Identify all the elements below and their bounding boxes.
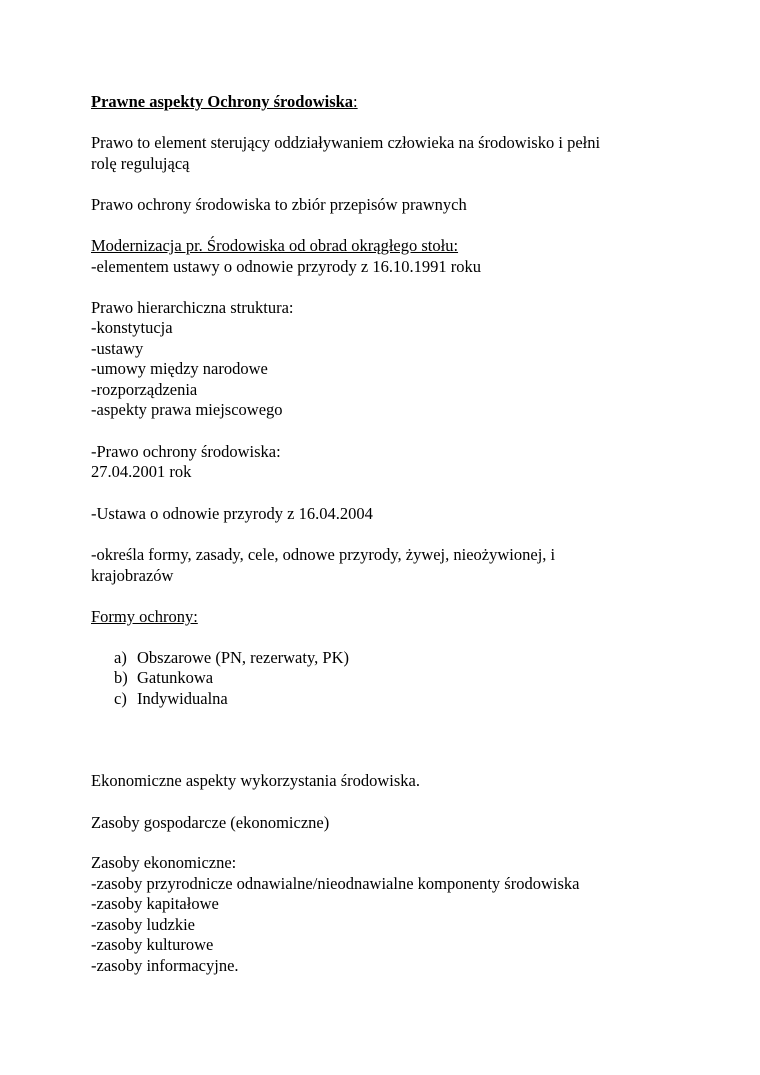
list-item: Gatunkowa [137,668,214,687]
defines-line-2: krajobrazów [91,566,174,585]
modernization-line: -elementem ustawy o odnowie przyrody z 16.10.1991 roku [91,257,481,276]
econ-resources-heading: Zasoby ekonomiczne: [91,853,237,872]
list-marker: b) [114,668,128,687]
list-item: -konstytucja [91,318,173,337]
hierarchy-heading: Prawo hierarchiczna struktura: [91,298,294,317]
modernization-heading: Modernizacja pr. Środowiska od obrad okrągłego stołu: [91,236,459,255]
economic-heading: Ekonomiczne aspekty wykorzystania środowiska. [91,771,421,790]
environment-law-date: 27.04.2001 rok [91,462,192,481]
document-title-line [91,92,358,112]
defines-line-1: -określa formy, zasady, cele, odnowe przyrody, żywej, nieożywionej, i [91,545,556,564]
list-item: Indywidualna [137,689,228,708]
environment-law-heading: -Prawo ochrony środowiska: [91,442,281,461]
paragraph-law-line-1: Prawo to element sterujący oddziaływaniem człowieka na środowisko i pełni [91,133,601,152]
paragraph-environment-law: Prawo ochrony środowiska to zbiór przepisów prawnych [91,195,467,214]
list-marker: a) [114,648,127,667]
list-item: -aspekty prawa miejscowego [91,400,283,419]
list-item: -rozporządzenia [91,380,198,399]
list-item: -zasoby przyrodnicze odnawialne/nieodnawialne komponenty środowiska [91,874,580,893]
list-item: Obszarowe (PN, rezerwaty, PK) [137,648,349,667]
list-item: -zasoby informacyjne. [91,956,239,975]
nature-act-line: -Ustawa o odnowie przyrody z 16.04.2004 [91,504,373,523]
economic-resources: Zasoby gospodarcze (ekonomiczne) [91,813,330,832]
document-title-colon: : [353,92,358,111]
paragraph-law-line-2: rolę regulującą [91,154,190,173]
forms-heading: Formy ochrony: [91,607,198,626]
list-item: -zasoby kapitałowe [91,894,219,913]
list-item: -zasoby kulturowe [91,935,214,954]
list-item: -umowy między narodowe [91,359,268,378]
list-marker: c) [114,689,127,708]
list-item: -ustawy [91,339,144,358]
list-item: -zasoby ludzkie [91,915,196,934]
document-title: Prawne aspekty Ochrony środowiska [91,92,354,111]
